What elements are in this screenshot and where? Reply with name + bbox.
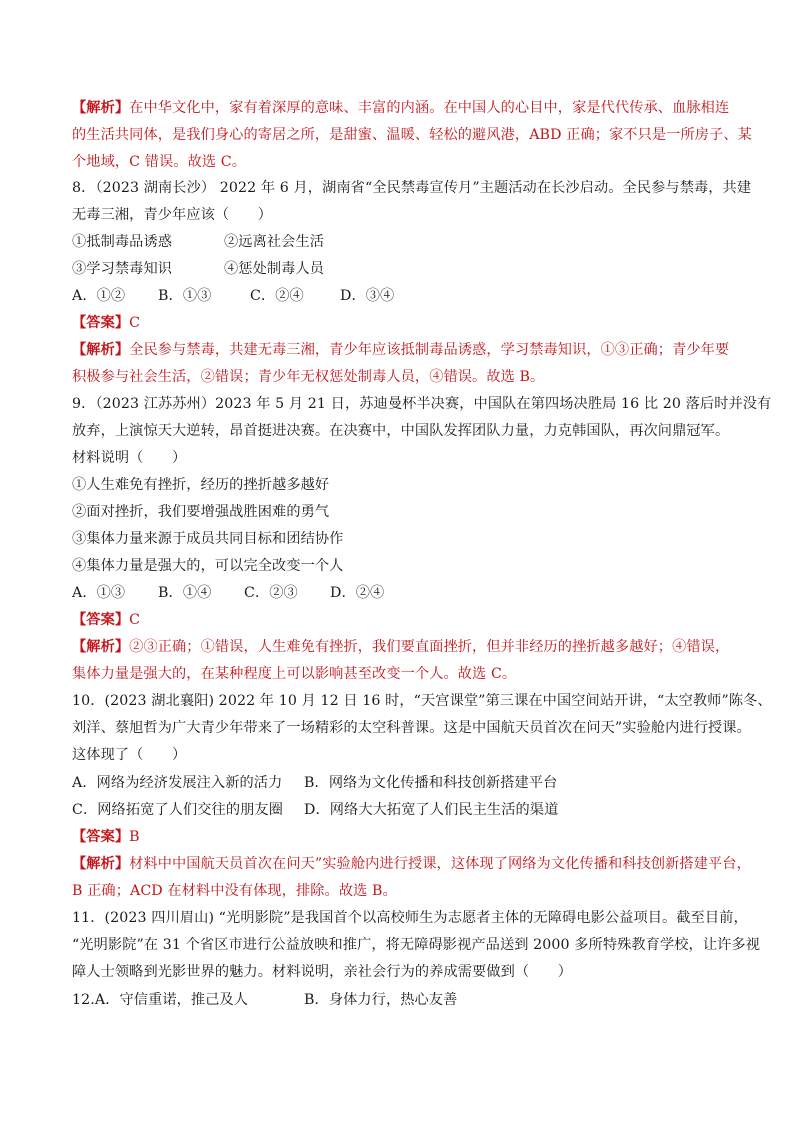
q9-stem-line-1: 9．（2023 江苏苏州）2023 年 5 月 21 日，苏迪曼杯半决赛，中国队在第四场决胜局 16 比 20 落后时并没有: [72, 396, 772, 412]
q10-analysis-line-1: [72, 854, 751, 874]
q9-statement-4: ④集体力量是强大的，可以完全改变一个人: [72, 558, 344, 574]
q8-option-row-2: [72, 259, 732, 279]
q8-choice-b: B．①③: [158, 288, 212, 304]
q8-statement-3: ③学习禁毒知识: [72, 261, 173, 277]
answer-value: C: [129, 315, 141, 331]
q8-analysis-line-1: [72, 340, 732, 360]
q11-stem-line-3: 障人士领略到光影世界的魅力。材料说明，亲社会行为的养成需要做到（ ）: [72, 964, 573, 980]
answer-tag: 【答案】: [72, 612, 130, 628]
analysis-prev-line-3: 个地域，C 错误。故选 C。: [72, 154, 247, 170]
analysis-tag: 【解析】: [72, 342, 130, 358]
answer-tag: 【答案】: [72, 315, 130, 331]
q8-statement-4: ④惩处制毒人员: [224, 261, 325, 277]
q9-stem-line-2: 放弃，上演惊天大逆转，昂首挺进决赛。在决赛中，中国队发挥团队力量，力克韩国队，再次问鼎冠军。: [72, 423, 730, 439]
q8-stem-line-1: 8．（2023 湖南长沙） 2022 年 6 月，湖南省“全民禁毒宣传月”主题活动在长沙启动。全民参与禁毒，共建: [72, 180, 752, 196]
q9-statement-1: ①人生难免有挫折，经历的挫折越多越好: [72, 477, 330, 493]
answer-value: B: [129, 829, 140, 845]
answer-value: C: [129, 612, 141, 628]
q10-answer: [72, 827, 732, 847]
q11-stem-line-1: 11．(2023 四川眉山) “光明影院”是我国首个以高校师生为志愿者主体的无障碍电影公益项目。截至目前，: [72, 910, 748, 926]
q9-choice-d: D．②④: [330, 585, 385, 601]
q10-choice-b: B．网络为文化传播和科技创新搭建平台: [304, 775, 558, 791]
q8-answer: [72, 313, 732, 333]
q10-choice-c: C．网络拓宽了人们交往的朋友圈: [72, 802, 283, 818]
q8-statement-1: ①抵制毒品诱惑: [72, 234, 173, 250]
q9-analysis-line-1: [72, 637, 732, 657]
q9-choice-a: A．①③: [72, 585, 126, 601]
q10-analysis-line-2: B 正确；ACD 在材料中没有体现，排除。故选 B。: [72, 883, 397, 899]
q8-choice-d: D．③④: [340, 288, 395, 304]
q11-option-row-1: [72, 990, 732, 1010]
q8-analysis-line-2: 积极参与社会生活，②错误；青少年无权惩处制毒人员，④错误。故选 B。: [72, 369, 545, 385]
q8-statement-2: ②远离社会生活: [224, 234, 325, 250]
q9-choice-b: B．①④: [158, 585, 212, 601]
q10-choice-d: D．网络大大拓宽了人们民主生活的渠道: [304, 802, 559, 818]
q10-stem-line-3: 这体现了（ ）: [72, 747, 187, 763]
analysis-text: 在中华文化中，家有着深厚的意味、丰富的内涵。在中国人的心目中，家是代代传承、血脉相连: [129, 100, 730, 116]
q10-stem-line-1: 10．(2023 湖北襄阳) 2022 年 10 月 12 日 16 时，“天宫课堂”第三课在中国空间站开讲，“太空教师”陈冬、: [72, 693, 772, 709]
q11-choice-a: 12.A．守信重诺，推己及人: [72, 992, 249, 1008]
q9-stem-line-3: 材料说明（ ）: [72, 450, 187, 466]
q10-option-row-1: [72, 773, 732, 793]
q8-choice-c: C．②④: [250, 288, 304, 304]
q11-stem-line-2: “光明影院”在 31 个省区市进行公益放映和推广，将无障碍影视产品送到 2000 多所特殊教育学校，让许多视: [72, 937, 760, 953]
q9-statement-3: ③集体力量来源于成员共同目标和团结协作: [72, 531, 344, 547]
q9-analysis-line-2: 集体力量是强大的，在某种程度上可以影响甚至改变一个人。故选 C。: [72, 666, 517, 682]
analysis-prev-line-2: 的生活共同体，是我们身心的寄居之所，是甜蜜、温暖、轻松的避风港，ABD 正确；家不只是一所房子、某: [72, 127, 752, 143]
analysis-text: ②③正确；①错误，人生难免有挫折，我们要直面挫折，但并非经历的挫折越多越好；④错误，: [129, 639, 730, 655]
answer-tag: 【答案】: [72, 829, 130, 845]
q9-choice-c: C．②③: [244, 585, 298, 601]
q8-choice-a: A．①②: [72, 288, 126, 304]
q8-stem-line-2: 无毒三湘，青少年应该（ ）: [72, 207, 273, 223]
q11-choice-b: B．身体力行，热心友善: [304, 992, 458, 1008]
analysis-text: 全民参与禁毒，共建无毒三湘，青少年应该抵制毒品诱惑，学习禁毒知识，①③正确；青少年要: [129, 342, 730, 358]
analysis-tag: 【解析】: [72, 639, 130, 655]
q9-statement-2: ②面对挫折，我们要增强战胜困难的勇气: [72, 504, 330, 520]
q10-choice-a: A．网络为经济发展注入新的活力: [72, 775, 283, 791]
analysis-tag: 【解析】: [72, 856, 130, 872]
analysis-text: 材料中中国航天员首次在问天”实验舱内进行授课，这体现了网络为文化传播和科技创新搭建平台，: [129, 856, 751, 872]
q9-answer: [72, 610, 732, 630]
q8-option-row-1: [72, 232, 732, 252]
q10-option-row-2: [72, 800, 732, 820]
analysis-prev-line-1: [72, 98, 732, 118]
analysis-tag: 【解析】: [72, 100, 130, 116]
q10-stem-line-2: 刘洋、蔡旭哲为广大青少年带来了一场精彩的太空科普课。这是中国航天员首次在问天”实验舱内进行授课。: [72, 720, 751, 736]
